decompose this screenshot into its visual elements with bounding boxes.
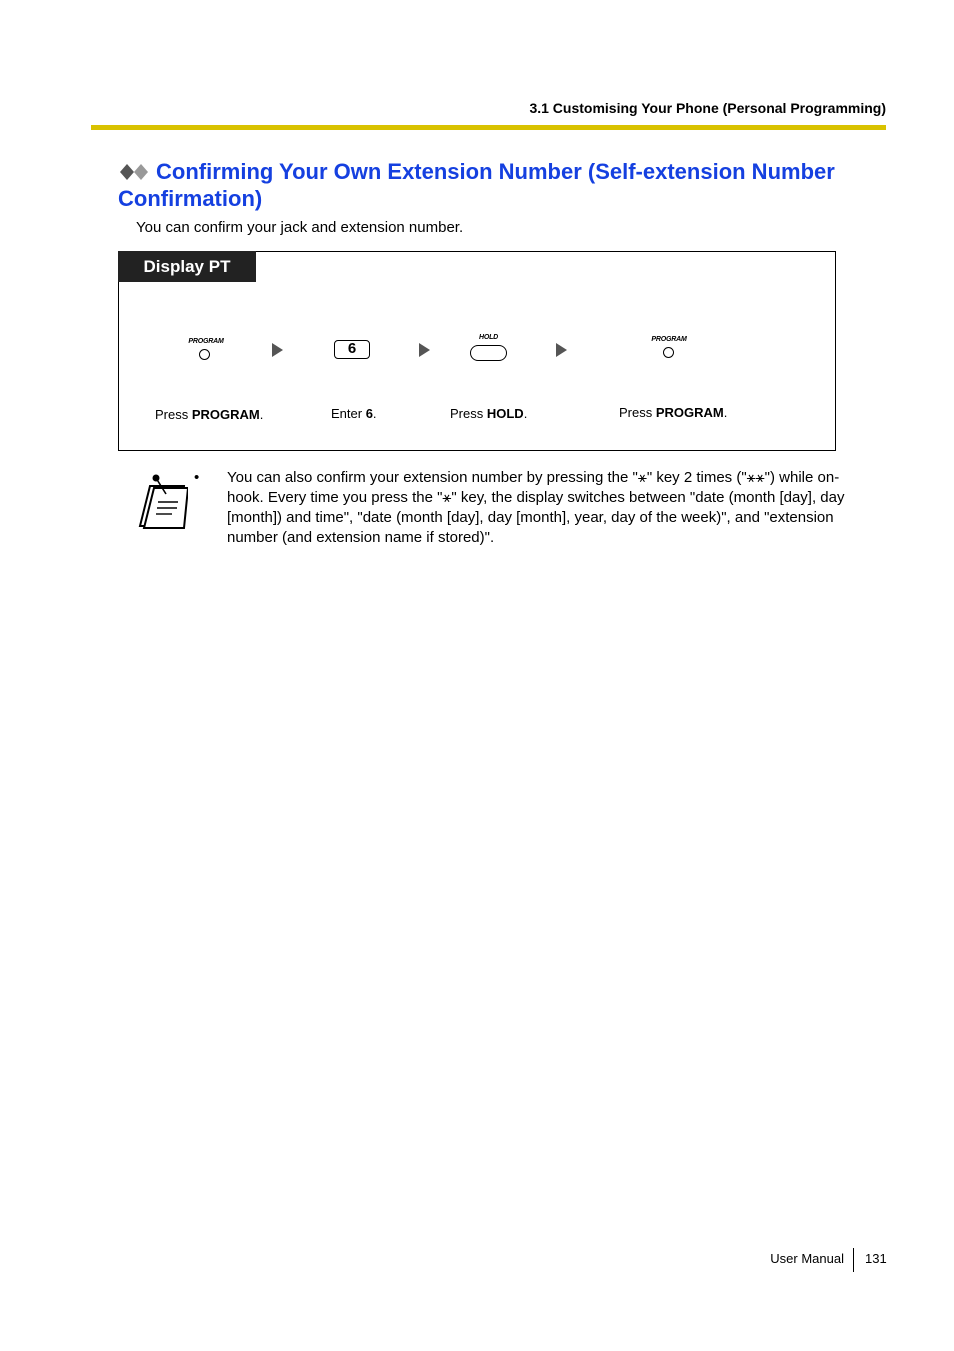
header-rule (91, 125, 886, 130)
intro-text: You can confirm your jack and extension number. (136, 219, 464, 236)
step-3-text (450, 406, 527, 421)
step-2-text (331, 406, 377, 421)
running-header: 3.1 Customising Your Phone (Personal Programming) (529, 100, 886, 116)
footer-separator (853, 1248, 854, 1272)
program-button-caption: PROGRAM (188, 338, 224, 345)
procedure-label: Display PT (118, 251, 256, 282)
step-1-suffix: . (259, 407, 264, 422)
step-1-bold: PROGRAM (191, 407, 260, 422)
arrow-icon (556, 343, 567, 357)
hold-button-icon (470, 345, 507, 361)
step-3-bold: HOLD (486, 406, 524, 421)
step-2-prefix: Enter (331, 406, 366, 421)
step-3-suffix: . (523, 406, 528, 421)
step-2-suffix: . (372, 406, 377, 421)
step-4-suffix: . (723, 405, 728, 420)
step-3-prefix: Press (450, 406, 487, 421)
step-2-bold: 6 (365, 406, 373, 421)
footer-label: User Manual (770, 1251, 844, 1266)
note-bullet: • (194, 469, 200, 486)
step-1-prefix: Press (155, 407, 192, 422)
arrow-icon (419, 343, 430, 357)
step-4-text (619, 405, 727, 420)
step-1-text (155, 407, 263, 422)
step-4-bold: PROGRAM (655, 405, 724, 420)
section-title-text: Confirming Your Own Extension Number (Self-extension Number Confirmation) (118, 159, 835, 211)
program-button-icon (199, 349, 210, 360)
page-number: 131 (865, 1251, 887, 1266)
note-text: You can also confirm your extension number by pressing the "⚹" key 2 times ("⚹⚹") while on-hook. Every time you press the "⚹" key, the display switches between "date (month [day], day [month]) and time", "date (month [day], day [month], year, day of the week)", and "extension number (and extension name if stored)". (227, 469, 845, 546)
hold-button-caption: HOLD (478, 334, 499, 341)
section-title (118, 158, 878, 212)
notepad-icon (136, 472, 188, 530)
step-4-prefix: Press (619, 405, 656, 420)
program-button-icon (663, 347, 674, 358)
key-6-icon: 6 (334, 340, 370, 359)
arrow-icon (272, 343, 283, 357)
program-button-caption: PROGRAM (651, 336, 687, 343)
